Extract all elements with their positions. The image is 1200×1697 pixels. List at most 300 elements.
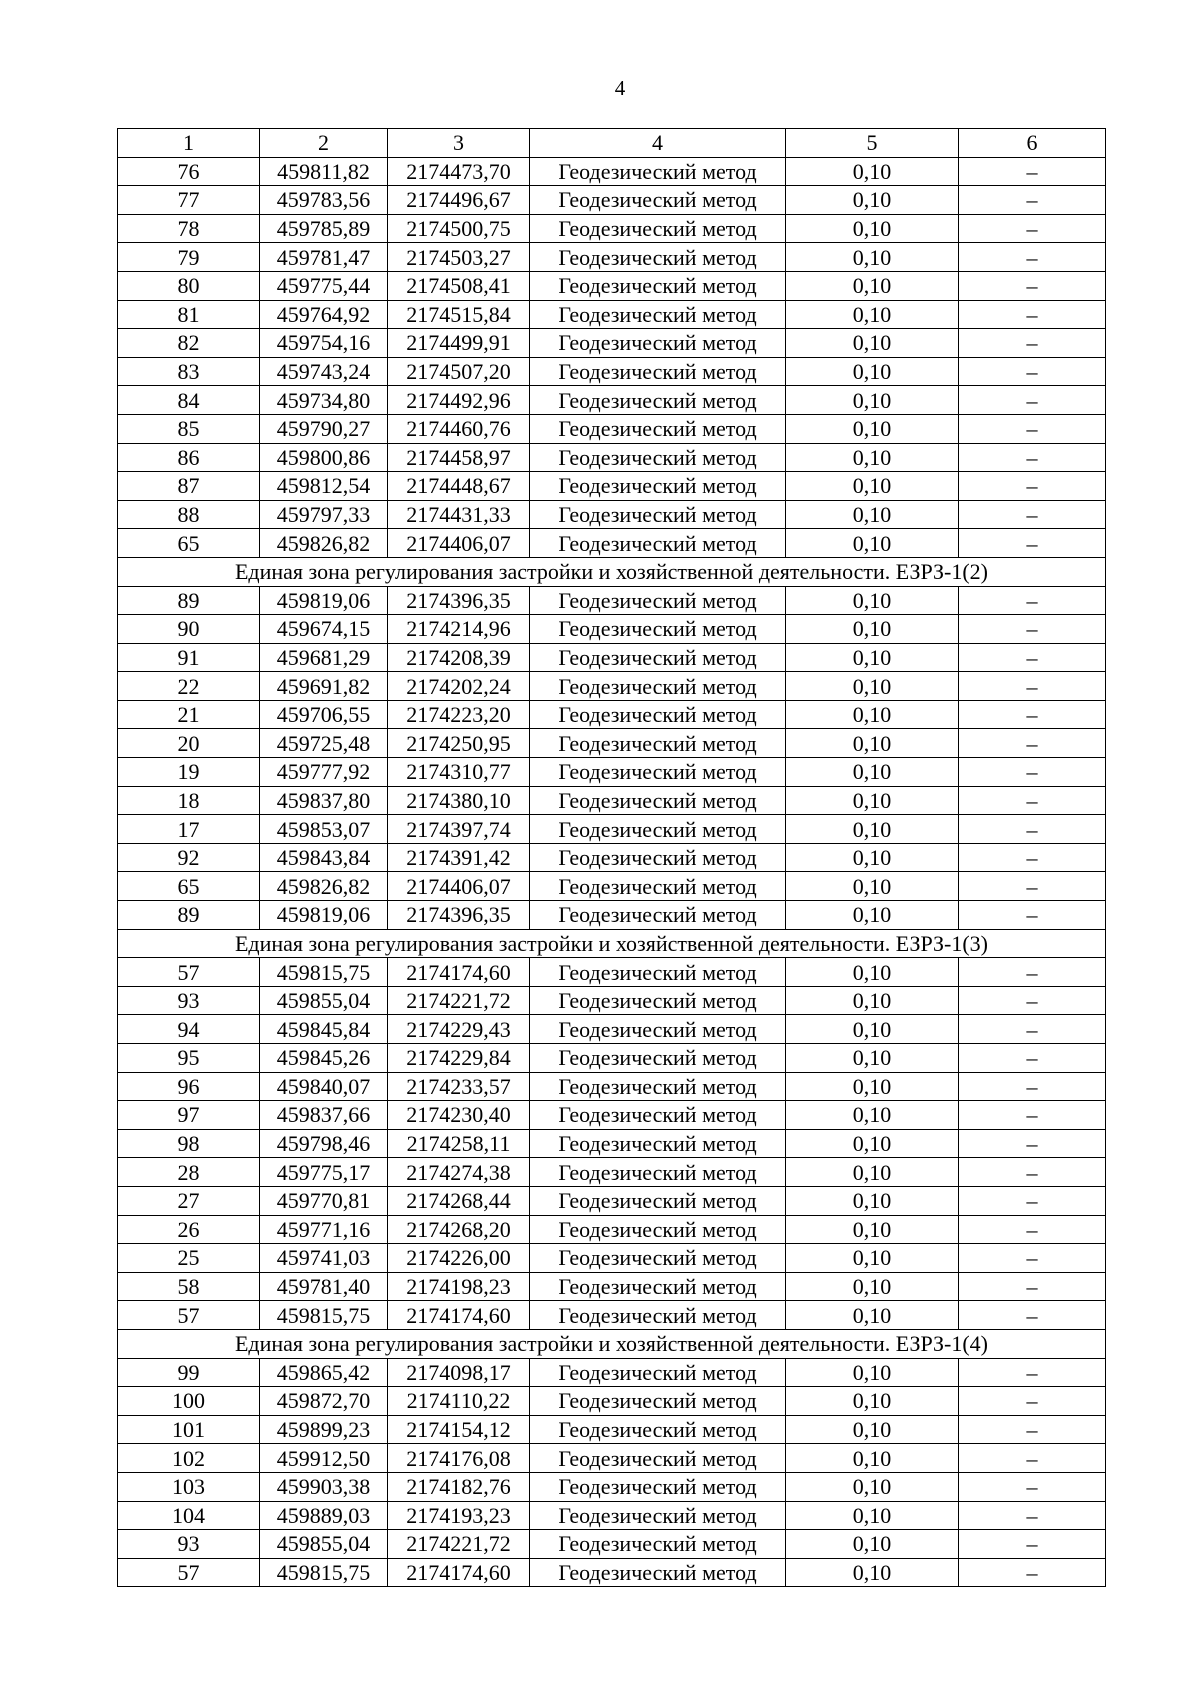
accuracy-cell: 0,10 [786, 615, 959, 644]
method-cell: Геодезический метод [530, 615, 786, 644]
method-cell: Геодезический метод [530, 1215, 786, 1244]
table-row [118, 1415, 1106, 1444]
x-coordinate-cell: 459781,47 [260, 243, 388, 272]
point-number-cell: 25 [118, 1244, 260, 1273]
note-cell: – [959, 1186, 1106, 1215]
accuracy-cell: 0,10 [786, 872, 959, 901]
table-row [118, 700, 1106, 729]
table-row [118, 1072, 1106, 1101]
note-cell: – [959, 357, 1106, 386]
note-cell: – [959, 1129, 1106, 1158]
method-cell: Геодезический метод [530, 901, 786, 930]
x-coordinate-cell: 459770,81 [260, 1186, 388, 1215]
accuracy-cell: 0,10 [786, 529, 959, 558]
accuracy-cell: 0,10 [786, 1244, 959, 1273]
y-coordinate-cell: 2174406,07 [388, 872, 530, 901]
table-row [118, 329, 1106, 358]
x-coordinate-cell: 459819,06 [260, 901, 388, 930]
note-cell: – [959, 386, 1106, 415]
point-number-cell: 96 [118, 1072, 260, 1101]
accuracy-cell: 0,10 [786, 1358, 959, 1387]
y-coordinate-cell: 2174198,23 [388, 1272, 530, 1301]
section-title: Единая зона регулирования застройки и хозяйственной деятельности. ЕЗРЗ-1(4) [118, 1329, 1106, 1358]
accuracy-cell: 0,10 [786, 271, 959, 300]
accuracy-cell: 0,10 [786, 1387, 959, 1416]
header-cell: 6 [959, 129, 1106, 158]
y-coordinate-cell: 2174380,10 [388, 786, 530, 815]
point-number-cell: 104 [118, 1501, 260, 1530]
accuracy-cell: 0,10 [786, 186, 959, 215]
point-number-cell: 57 [118, 1301, 260, 1330]
point-number-cell: 27 [118, 1186, 260, 1215]
method-cell: Геодезический метод [530, 586, 786, 615]
point-number-cell: 81 [118, 300, 260, 329]
point-number-cell: 28 [118, 1158, 260, 1187]
x-coordinate-cell: 459764,92 [260, 300, 388, 329]
note-cell: – [959, 1301, 1106, 1330]
y-coordinate-cell: 2174268,44 [388, 1186, 530, 1215]
table-header-row [118, 129, 1106, 158]
point-number-cell: 85 [118, 414, 260, 443]
x-coordinate-cell: 459812,54 [260, 472, 388, 501]
point-number-cell: 83 [118, 357, 260, 386]
table-row [118, 157, 1106, 186]
table-row [118, 758, 1106, 787]
accuracy-cell: 0,10 [786, 1044, 959, 1073]
point-number-cell: 19 [118, 758, 260, 787]
note-cell: – [959, 414, 1106, 443]
point-number-cell: 94 [118, 1015, 260, 1044]
point-number-cell: 101 [118, 1415, 260, 1444]
point-number-cell: 17 [118, 815, 260, 844]
accuracy-cell: 0,10 [786, 414, 959, 443]
y-coordinate-cell: 2174396,35 [388, 586, 530, 615]
accuracy-cell: 0,10 [786, 329, 959, 358]
point-number-cell: 89 [118, 586, 260, 615]
note-cell: – [959, 1101, 1106, 1130]
table-row [118, 986, 1106, 1015]
section-title-row [118, 1329, 1106, 1358]
method-cell: Геодезический метод [530, 786, 786, 815]
accuracy-cell: 0,10 [786, 1272, 959, 1301]
method-cell: Геодезический метод [530, 443, 786, 472]
method-cell: Геодезический метод [530, 872, 786, 901]
table-row [118, 500, 1106, 529]
note-cell: – [959, 729, 1106, 758]
x-coordinate-cell: 459800,86 [260, 443, 388, 472]
accuracy-cell: 0,10 [786, 243, 959, 272]
accuracy-cell: 0,10 [786, 843, 959, 872]
y-coordinate-cell: 2174229,84 [388, 1044, 530, 1073]
accuracy-cell: 0,10 [786, 1015, 959, 1044]
accuracy-cell: 0,10 [786, 700, 959, 729]
note-cell: – [959, 157, 1106, 186]
note-cell: – [959, 1244, 1106, 1273]
method-cell: Геодезический метод [530, 357, 786, 386]
point-number-cell: 58 [118, 1272, 260, 1301]
note-cell: – [959, 300, 1106, 329]
x-coordinate-cell: 459865,42 [260, 1358, 388, 1387]
y-coordinate-cell: 2174223,20 [388, 700, 530, 729]
accuracy-cell: 0,10 [786, 386, 959, 415]
point-number-cell: 78 [118, 214, 260, 243]
accuracy-cell: 0,10 [786, 643, 959, 672]
table-row [118, 1530, 1106, 1559]
y-coordinate-cell: 2174221,72 [388, 986, 530, 1015]
y-coordinate-cell: 2174182,76 [388, 1472, 530, 1501]
point-number-cell: 80 [118, 271, 260, 300]
x-coordinate-cell: 459826,82 [260, 872, 388, 901]
x-coordinate-cell: 459797,33 [260, 500, 388, 529]
method-cell: Геодезический метод [530, 672, 786, 701]
note-cell: – [959, 958, 1106, 987]
note-cell: – [959, 700, 1106, 729]
method-cell: Геодезический метод [530, 472, 786, 501]
method-cell: Геодезический метод [530, 1530, 786, 1559]
x-coordinate-cell: 459798,46 [260, 1129, 388, 1158]
x-coordinate-cell: 459815,75 [260, 1301, 388, 1330]
y-coordinate-cell: 2174176,08 [388, 1444, 530, 1473]
note-cell: – [959, 529, 1106, 558]
y-coordinate-cell: 2174507,20 [388, 357, 530, 386]
table-row [118, 786, 1106, 815]
header-cell: 4 [530, 129, 786, 158]
table-row [118, 443, 1106, 472]
note-cell: – [959, 615, 1106, 644]
method-cell: Геодезический метод [530, 1301, 786, 1330]
table-row [118, 1044, 1106, 1073]
table-row [118, 1244, 1106, 1273]
x-coordinate-cell: 459872,70 [260, 1387, 388, 1416]
accuracy-cell: 0,10 [786, 1501, 959, 1530]
section-title: Единая зона регулирования застройки и хозяйственной деятельности. ЕЗРЗ-1(3) [118, 929, 1106, 958]
y-coordinate-cell: 2174310,77 [388, 758, 530, 787]
y-coordinate-cell: 2174214,96 [388, 615, 530, 644]
section-title-row [118, 929, 1106, 958]
y-coordinate-cell: 2174226,00 [388, 1244, 530, 1273]
note-cell: – [959, 243, 1106, 272]
method-cell: Геодезический метод [530, 986, 786, 1015]
y-coordinate-cell: 2174508,41 [388, 271, 530, 300]
header-cell: 3 [388, 129, 530, 158]
x-coordinate-cell: 459790,27 [260, 414, 388, 443]
point-number-cell: 87 [118, 472, 260, 501]
table-row [118, 1558, 1106, 1587]
method-cell: Геодезический метод [530, 1072, 786, 1101]
x-coordinate-cell: 459674,15 [260, 615, 388, 644]
y-coordinate-cell: 2174154,12 [388, 1415, 530, 1444]
section-title: Единая зона регулирования застройки и хозяйственной деятельности. ЕЗРЗ-1(2) [118, 557, 1106, 586]
note-cell: – [959, 1530, 1106, 1559]
header-cell: 5 [786, 129, 959, 158]
method-cell: Геодезический метод [530, 643, 786, 672]
y-coordinate-cell: 2174193,23 [388, 1501, 530, 1530]
note-cell: – [959, 643, 1106, 672]
note-cell: – [959, 1272, 1106, 1301]
section-title-row [118, 557, 1106, 586]
method-cell: Геодезический метод [530, 700, 786, 729]
note-cell: – [959, 1015, 1106, 1044]
point-number-cell: 89 [118, 901, 260, 930]
method-cell: Геодезический метод [530, 1472, 786, 1501]
accuracy-cell: 0,10 [786, 1530, 959, 1559]
method-cell: Геодезический метод [530, 1101, 786, 1130]
x-coordinate-cell: 459840,07 [260, 1072, 388, 1101]
method-cell: Геодезический метод [530, 1044, 786, 1073]
x-coordinate-cell: 459754,16 [260, 329, 388, 358]
accuracy-cell: 0,10 [786, 672, 959, 701]
note-cell: – [959, 214, 1106, 243]
y-coordinate-cell: 2174230,40 [388, 1101, 530, 1130]
accuracy-cell: 0,10 [786, 1215, 959, 1244]
x-coordinate-cell: 459912,50 [260, 1444, 388, 1473]
note-cell: – [959, 1387, 1106, 1416]
point-number-cell: 103 [118, 1472, 260, 1501]
point-number-cell: 91 [118, 643, 260, 672]
table-row [118, 529, 1106, 558]
note-cell: – [959, 472, 1106, 501]
point-number-cell: 57 [118, 1558, 260, 1587]
y-coordinate-cell: 2174515,84 [388, 300, 530, 329]
point-number-cell: 100 [118, 1387, 260, 1416]
note-cell: – [959, 443, 1106, 472]
note-cell: – [959, 186, 1106, 215]
y-coordinate-cell: 2174448,67 [388, 472, 530, 501]
y-coordinate-cell: 2174229,43 [388, 1015, 530, 1044]
x-coordinate-cell: 459775,44 [260, 271, 388, 300]
table-row [118, 357, 1106, 386]
accuracy-cell: 0,10 [786, 1415, 959, 1444]
method-cell: Геодезический метод [530, 1186, 786, 1215]
point-number-cell: 76 [118, 157, 260, 186]
method-cell: Геодезический метод [530, 386, 786, 415]
table-row [118, 472, 1106, 501]
method-cell: Геодезический метод [530, 1015, 786, 1044]
note-cell: – [959, 500, 1106, 529]
point-number-cell: 26 [118, 1215, 260, 1244]
point-number-cell: 88 [118, 500, 260, 529]
note-cell: – [959, 843, 1106, 872]
y-coordinate-cell: 2174233,57 [388, 1072, 530, 1101]
method-cell: Геодезический метод [530, 157, 786, 186]
x-coordinate-cell: 459706,55 [260, 700, 388, 729]
point-number-cell: 79 [118, 243, 260, 272]
accuracy-cell: 0,10 [786, 300, 959, 329]
table-row [118, 1158, 1106, 1187]
y-coordinate-cell: 2174258,11 [388, 1129, 530, 1158]
x-coordinate-cell: 459845,84 [260, 1015, 388, 1044]
accuracy-cell: 0,10 [786, 729, 959, 758]
method-cell: Геодезический метод [530, 843, 786, 872]
x-coordinate-cell: 459785,89 [260, 214, 388, 243]
x-coordinate-cell: 459734,80 [260, 386, 388, 415]
y-coordinate-cell: 2174174,60 [388, 958, 530, 987]
method-cell: Геодезический метод [530, 729, 786, 758]
point-number-cell: 20 [118, 729, 260, 758]
coordinates-table-body [118, 129, 1106, 1587]
y-coordinate-cell: 2174274,38 [388, 1158, 530, 1187]
point-number-cell: 92 [118, 843, 260, 872]
method-cell: Геодезический метод [530, 1129, 786, 1158]
note-cell: – [959, 329, 1106, 358]
table-row [118, 186, 1106, 215]
table-row [118, 1015, 1106, 1044]
table-row [118, 214, 1106, 243]
method-cell: Геодезический метод [530, 1444, 786, 1473]
x-coordinate-cell: 459691,82 [260, 672, 388, 701]
point-number-cell: 97 [118, 1101, 260, 1130]
y-coordinate-cell: 2174500,75 [388, 214, 530, 243]
page-number: 4 [614, 76, 626, 100]
method-cell: Геодезический метод [530, 243, 786, 272]
note-cell: – [959, 1415, 1106, 1444]
accuracy-cell: 0,10 [786, 1186, 959, 1215]
method-cell: Геодезический метод [530, 500, 786, 529]
table-row [118, 1272, 1106, 1301]
note-cell: – [959, 1072, 1106, 1101]
method-cell: Геодезический метод [530, 214, 786, 243]
note-cell: – [959, 1044, 1106, 1073]
accuracy-cell: 0,10 [786, 1129, 959, 1158]
accuracy-cell: 0,10 [786, 1472, 959, 1501]
x-coordinate-cell: 459889,03 [260, 1501, 388, 1530]
y-coordinate-cell: 2174460,76 [388, 414, 530, 443]
method-cell: Геодезический метод [530, 186, 786, 215]
x-coordinate-cell: 459777,92 [260, 758, 388, 787]
method-cell: Геодезический метод [530, 815, 786, 844]
y-coordinate-cell: 2174499,91 [388, 329, 530, 358]
point-number-cell: 18 [118, 786, 260, 815]
x-coordinate-cell: 459819,06 [260, 586, 388, 615]
method-cell: Геодезический метод [530, 958, 786, 987]
coordinates-table [117, 128, 1106, 1587]
point-number-cell: 84 [118, 386, 260, 415]
y-coordinate-cell: 2174431,33 [388, 500, 530, 529]
x-coordinate-cell: 459855,04 [260, 1530, 388, 1559]
method-cell: Геодезический метод [530, 1415, 786, 1444]
point-number-cell: 65 [118, 872, 260, 901]
y-coordinate-cell: 2174473,70 [388, 157, 530, 186]
accuracy-cell: 0,10 [786, 958, 959, 987]
x-coordinate-cell: 459837,66 [260, 1101, 388, 1130]
x-coordinate-cell: 459743,24 [260, 357, 388, 386]
y-coordinate-cell: 2174492,96 [388, 386, 530, 415]
accuracy-cell: 0,10 [786, 758, 959, 787]
table-row [118, 1101, 1106, 1130]
method-cell: Геодезический метод [530, 414, 786, 443]
table-row [118, 729, 1106, 758]
y-coordinate-cell: 2174174,60 [388, 1558, 530, 1587]
table-row [118, 1501, 1106, 1530]
method-cell: Геодезический метод [530, 1158, 786, 1187]
note-cell: – [959, 815, 1106, 844]
table-row [118, 1387, 1106, 1416]
accuracy-cell: 0,10 [786, 815, 959, 844]
note-cell: – [959, 986, 1106, 1015]
note-cell: – [959, 1158, 1106, 1187]
note-cell: – [959, 1215, 1106, 1244]
accuracy-cell: 0,10 [786, 1072, 959, 1101]
method-cell: Геодезический метод [530, 1501, 786, 1530]
point-number-cell: 93 [118, 986, 260, 1015]
note-cell: – [959, 1558, 1106, 1587]
x-coordinate-cell: 459815,75 [260, 958, 388, 987]
x-coordinate-cell: 459855,04 [260, 986, 388, 1015]
method-cell: Геодезический метод [530, 1358, 786, 1387]
point-number-cell: 93 [118, 1530, 260, 1559]
note-cell: – [959, 271, 1106, 300]
point-number-cell: 95 [118, 1044, 260, 1073]
method-cell: Геодезический метод [530, 300, 786, 329]
table-row [118, 386, 1106, 415]
y-coordinate-cell: 2174396,35 [388, 901, 530, 930]
accuracy-cell: 0,10 [786, 1558, 959, 1587]
table-row [118, 1301, 1106, 1330]
x-coordinate-cell: 459775,17 [260, 1158, 388, 1187]
method-cell: Геодезический метод [530, 529, 786, 558]
point-number-cell: 21 [118, 700, 260, 729]
accuracy-cell: 0,10 [786, 443, 959, 472]
y-coordinate-cell: 2174208,39 [388, 643, 530, 672]
x-coordinate-cell: 459783,56 [260, 186, 388, 215]
header-cell: 2 [260, 129, 388, 158]
table-row [118, 1358, 1106, 1387]
accuracy-cell: 0,10 [786, 901, 959, 930]
x-coordinate-cell: 459845,26 [260, 1044, 388, 1073]
point-number-cell: 65 [118, 529, 260, 558]
accuracy-cell: 0,10 [786, 157, 959, 186]
x-coordinate-cell: 459741,03 [260, 1244, 388, 1273]
y-coordinate-cell: 2174406,07 [388, 529, 530, 558]
note-cell: – [959, 586, 1106, 615]
accuracy-cell: 0,10 [786, 786, 959, 815]
point-number-cell: 90 [118, 615, 260, 644]
note-cell: – [959, 1472, 1106, 1501]
y-coordinate-cell: 2174496,67 [388, 186, 530, 215]
y-coordinate-cell: 2174174,60 [388, 1301, 530, 1330]
note-cell: – [959, 1501, 1106, 1530]
table-row [118, 901, 1106, 930]
y-coordinate-cell: 2174098,17 [388, 1358, 530, 1387]
table-row [118, 1472, 1106, 1501]
table-row [118, 586, 1106, 615]
table-row [118, 1215, 1106, 1244]
x-coordinate-cell: 459771,16 [260, 1215, 388, 1244]
table-row [118, 672, 1106, 701]
y-coordinate-cell: 2174110,22 [388, 1387, 530, 1416]
accuracy-cell: 0,10 [786, 214, 959, 243]
table-row [118, 843, 1106, 872]
point-number-cell: 82 [118, 329, 260, 358]
point-number-cell: 102 [118, 1444, 260, 1473]
accuracy-cell: 0,10 [786, 472, 959, 501]
note-cell: – [959, 786, 1106, 815]
y-coordinate-cell: 2174221,72 [388, 1530, 530, 1559]
accuracy-cell: 0,10 [786, 1158, 959, 1187]
point-number-cell: 98 [118, 1129, 260, 1158]
accuracy-cell: 0,10 [786, 500, 959, 529]
table-row [118, 815, 1106, 844]
method-cell: Геодезический метод [530, 1272, 786, 1301]
y-coordinate-cell: 2174202,24 [388, 672, 530, 701]
note-cell: – [959, 1444, 1106, 1473]
point-number-cell: 22 [118, 672, 260, 701]
note-cell: – [959, 758, 1106, 787]
table-row [118, 615, 1106, 644]
method-cell: Геодезический метод [530, 1558, 786, 1587]
note-cell: – [959, 901, 1106, 930]
method-cell: Геодезический метод [530, 329, 786, 358]
